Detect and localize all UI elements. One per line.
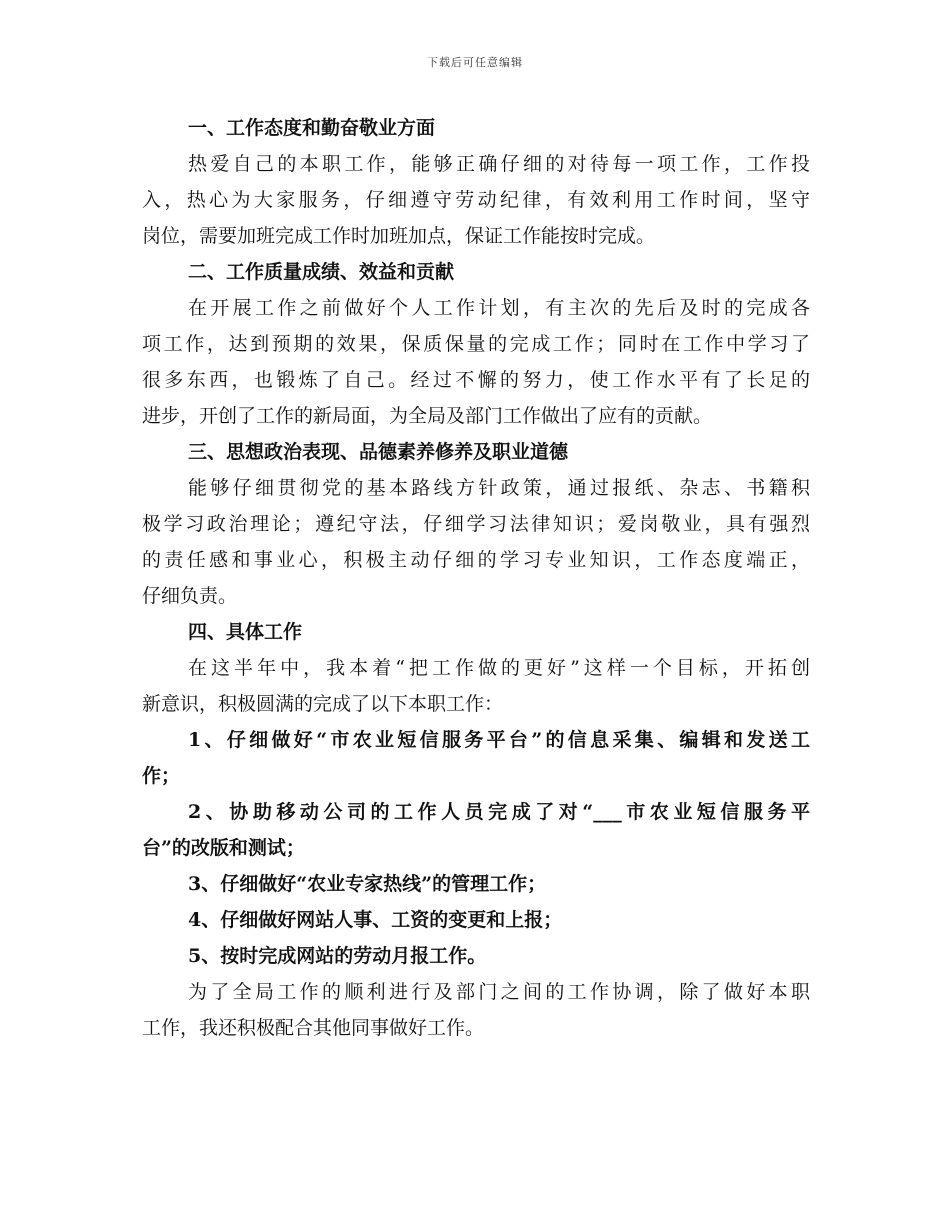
task-item-line: 3、仔细做好“农业专家热线”的管理工作； <box>188 873 547 895</box>
paragraph-line: 新意识，积极圆满的完成了以下本职工作： <box>142 693 504 715</box>
task-item-line: 台”的改版和测试； <box>142 837 305 859</box>
paragraph-line: 的责任感和事业心，积极主动仔细的学习专业知识，工作态度端正， <box>142 549 810 571</box>
paragraph-line: 在开展工作之前做好个人工作计划，有主次的先后及时的完成各 <box>188 297 810 319</box>
section-heading: 一、工作态度和勤奋敬业方面 <box>188 117 436 139</box>
document-body <box>142 110 810 1046</box>
page-header-note: 下载后可任意编辑 <box>427 56 523 69</box>
section-heading: 三、思想政治表现、品德素养修养及职业道德 <box>188 441 569 463</box>
paragraph-line: 能够仔细贯彻党的基本路线方针政策，通过报纸、杂志、书籍积 <box>188 477 810 499</box>
paragraph-line: 岗位，需要加班完成工作时加班加点，保证工作能按时完成。 <box>142 225 656 247</box>
task-item-line: 1、仔细做好“市农业短信服务平台”的信息采集、编辑和发送工 <box>188 729 810 751</box>
paragraph-line: 为了全局工作的顺利进行及部门之间的工作协调，除了做好本职 <box>188 981 810 1003</box>
paragraph-line: 仔细负责。 <box>142 585 238 607</box>
paragraph-line: 进步，开创了工作的新局面，为全局及部门工作做出了应有的贡献。 <box>142 405 713 427</box>
task-item-line: 2、协助移动公司的工作人员完成了对“___市农业短信服务平 <box>188 801 810 823</box>
paragraph-line: 很多东西，也锻炼了自己。经过不懈的努力，使工作水平有了长足的 <box>142 369 810 391</box>
task-item-line: 4、仔细做好网站人事、工资的变更和上报； <box>188 909 563 931</box>
paragraph-line: 极学习政治理论；遵纪守法，仔细学习法律知识；爱岗敬业，具有强烈 <box>142 513 810 535</box>
paragraph-line: 在这半年中，我本着“把工作做的更好”这样一个目标，开拓创 <box>188 657 810 679</box>
task-item-line: 5、按时完成网站的劳动月报工作。 <box>188 945 487 967</box>
section-heading: 四、具体工作 <box>188 621 303 643</box>
paragraph-line: 工作，我还积极配合其他同事做好工作。 <box>142 1017 485 1039</box>
paragraph-line: 项工作，达到预期的效果，保质保量的完成工作；同时在工作中学习了 <box>142 333 810 355</box>
paragraph-line: 入，热心为大家服务，仔细遵守劳动纪律，有效利用工作时间，坚守 <box>142 189 810 211</box>
section-heading: 二、工作质量成绩、效益和贡献 <box>188 261 455 283</box>
paragraph-line: 热爱自己的本职工作，能够正确仔细的对待每一项工作，工作投 <box>188 153 810 175</box>
task-item-line: 作； <box>142 765 181 787</box>
